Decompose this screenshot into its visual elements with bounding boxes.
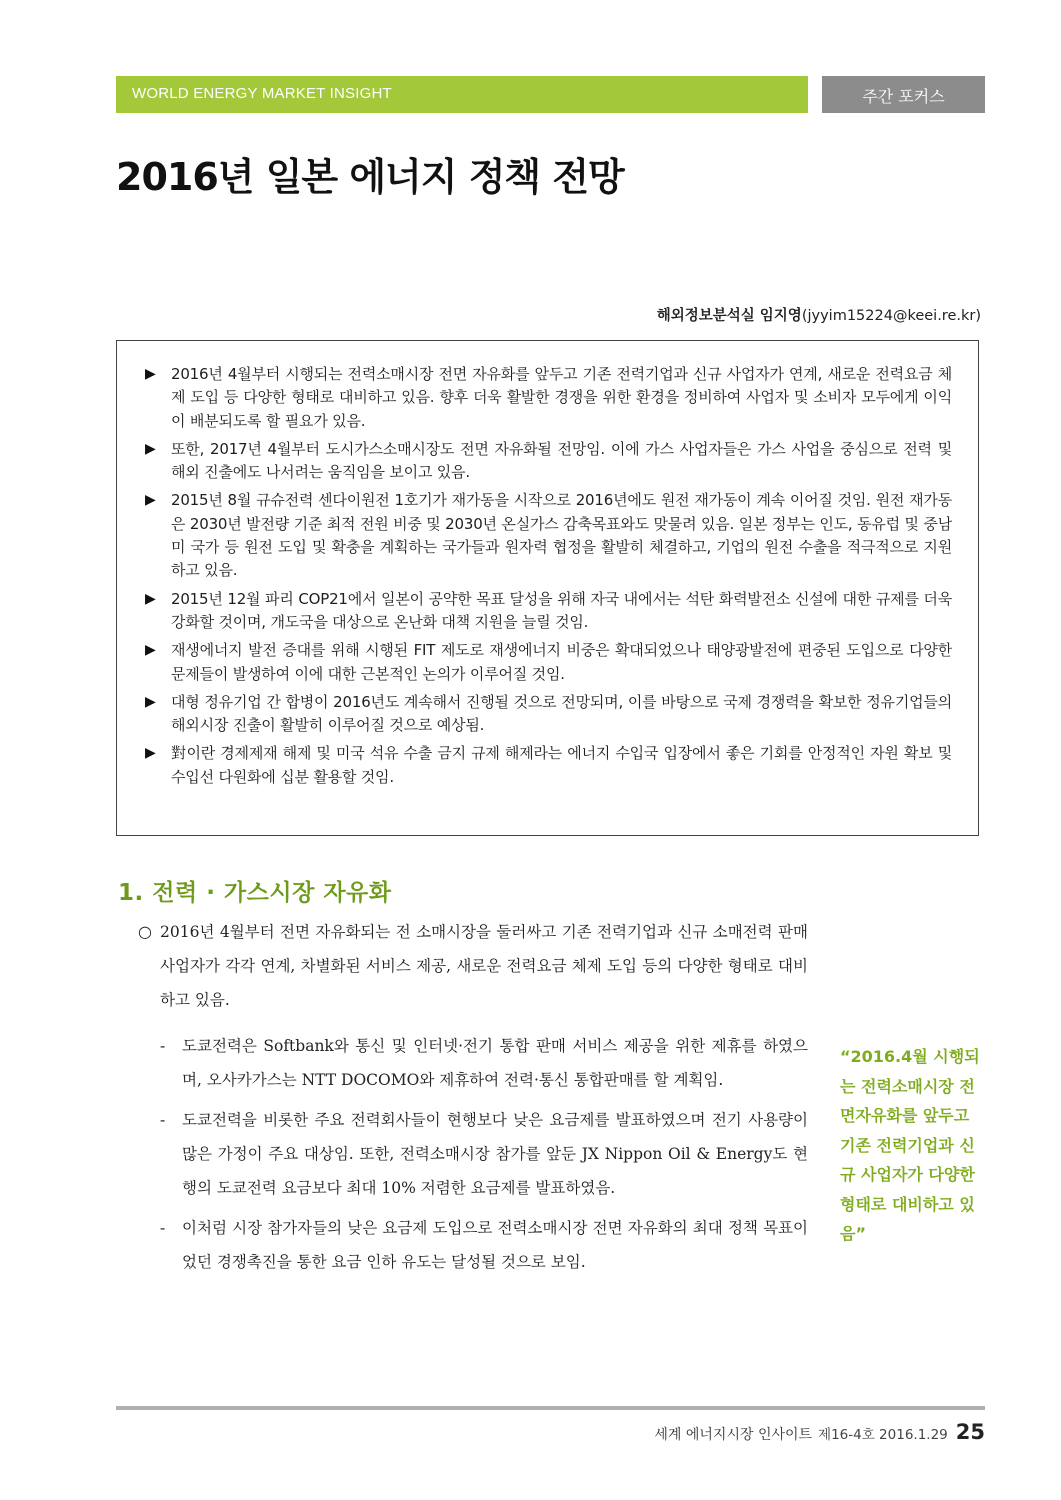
summary-box xyxy=(116,340,979,836)
author-line xyxy=(657,304,981,325)
summary-item: ▶ 對이란 경제제재 해제 및 미국 석유 수출 금지 규제 해제라는 에너지 수입국 입장에서 좋은 기회를 안정적인 자원 확보 및 수입선 다원화에 십분 활용할 것임. xyxy=(145,744,952,786)
section-body xyxy=(138,915,808,1285)
header-series-bar xyxy=(116,76,808,113)
triangle-bullet-icon: ▶ xyxy=(145,590,156,607)
triangle-bullet-icon: ▶ xyxy=(145,492,156,509)
header-series-label: WORLD ENERGY MARKET INSIGHT xyxy=(132,85,392,102)
dash-bullet-icon: - xyxy=(160,1037,166,1055)
summary-item: ▶ 재생에너지 발전 증대를 위해 시행된 FIT 제도로 재생에너지 비중은 확대되었으나 태양광발전에 편중된 도입으로 다양한 문제들이 발생하여 이에 대한 근본적인 논의가 이루어질 것임. xyxy=(145,641,952,683)
triangle-bullet-icon: ▶ xyxy=(145,693,156,710)
summary-item: ▶ 대형 정유기업 간 합병이 2016년도 계속해서 진행될 것으로 전망되며, 이를 바탕으로 국제 경쟁력을 확보한 정유기업들의 해외시장 진출이 활발히 이루어질 것으로 예상됨. xyxy=(145,692,952,735)
dash-bullet-icon: - xyxy=(160,1219,166,1237)
summary-item: ▶ 2015년 8월 규슈전력 센다이원전 1호기가 재가동을 시작으로 2016년에도 원전 재가동이 계속 이어질 것임. 원전 재가동은 2030년 발전량 기준 최적 전원 비중 및 2030년 온실가스 감축목표와도 맞물려 있음. 일본 정부는 인도, 동유럽 및 중남미 국가 등 원전 도입 및 확충을 계획하는 국가들과 원자력 협정을 활발히 체결하고, 기업의 원전 수출을 적극적으로 지원하고 있음. xyxy=(145,491,952,580)
author-email[interactable]: (jyyim15224@keei.re.kr) xyxy=(801,308,981,324)
summary-list xyxy=(117,341,978,789)
header-category-tag xyxy=(822,76,985,113)
triangle-bullet-icon: ▶ xyxy=(145,440,156,457)
summary-item: ▶ 또한, 2017년 4월부터 도시가스소매시장도 전면 자유화될 전망임. 이에 가스 사업자들은 가스 사업을 중심으로 전력 및 해외 진출에도 나서려는 움직임을 보이고 있음. xyxy=(145,439,952,482)
section-sub-bullet: - 이처럼 시장 참가자들의 낮은 요금제 도입으로 전력소매시장 전면 자유화의 최대 정책 목표이었던 경쟁촉진을 통한 요금 인하 유도는 달성될 것으로 보임. xyxy=(138,1211,808,1279)
triangle-bullet-icon: ▶ xyxy=(145,745,156,762)
triangle-bullet-icon: ▶ xyxy=(145,642,156,659)
footer-publication: 세계 에너지시장 인사이트 xyxy=(654,1427,813,1443)
page-title: 2016년 일본 에너지 정책 전망 xyxy=(116,155,624,199)
footer xyxy=(654,1420,985,1444)
circle-bullet-icon: ○ xyxy=(138,922,152,941)
author-name: 해외정보분석실 임지영 xyxy=(656,308,802,324)
section-paragraph: ○ 2016년 4월부터 전면 자유화되는 전 소매시장을 둘러싸고 기존 전력기업과 신규 소매전력 판매사업자가 각각 연계, 차별화된 서비스 제공, 새로운 전력요금 체제 도입 등의 다양한 형태로 대비하고 있음. xyxy=(138,915,808,1017)
footer-divider xyxy=(116,1406,985,1410)
header-category-label: 주간 포커스 xyxy=(862,87,945,106)
footer-issue: 제16-4호 2016.1.29 xyxy=(818,1427,948,1443)
page-number: 25 xyxy=(955,1420,985,1444)
summary-item: ▶ 2015년 12월 파리 COP21에서 일본이 공약한 목표 달성을 위해 자국 내에서는 석탄 화력발전소 신설에 대한 규제를 더욱 강화할 것이며, 개도국을 대상으로 온난화 대책 지원을 늘릴 것임. xyxy=(145,589,952,631)
section-sub-bullet: - 도쿄전력은 Softbank와 통신 및 인터넷·전기 통합 판매 서비스 제공을 위한 제휴를 하였으며, 오사카가스는 NTT DOCOMO와 제휴하여 전력·통신 통합판매를 할 계획임. xyxy=(138,1029,808,1097)
pull-quote: “2016.4월 시행되는 전력소매시장 전면자유화를 앞두고 기존 전력기업과 신규 사업자가 다양한 형태로 대비하고 있음” xyxy=(840,1047,980,1243)
section-sub-bullet: - 도쿄전력을 비롯한 주요 전력회사들이 현행보다 낮은 요금제를 발표하였으며 전기 사용량이 많은 가정이 주요 대상임. 또한, 전력소매시장 참가를 앞둔 JX Nippon Oil & Energy도 현행의 도쿄전력 요금보다 최대 10% 저렴한 요금제를 발표하였음. xyxy=(138,1103,808,1205)
section-title: 1. 전력 · 가스시장 자유화 xyxy=(118,880,392,906)
triangle-bullet-icon: ▶ xyxy=(145,366,156,382)
dash-bullet-icon: - xyxy=(160,1111,166,1129)
summary-item: ▶ 2016년 4월부터 시행되는 전력소매시장 전면 자유화를 앞두고 기존 전력기업과 신규 사업자가 연계, 새로운 전력요금 체제 도입 등 다양한 형태로 대비하고 있음. 향후 더욱 활발한 경쟁을 위한 환경을 정비하여 사업자 및 소비자 모두에게 이익이 배분되도록 할 필요가 있음. xyxy=(145,365,952,430)
